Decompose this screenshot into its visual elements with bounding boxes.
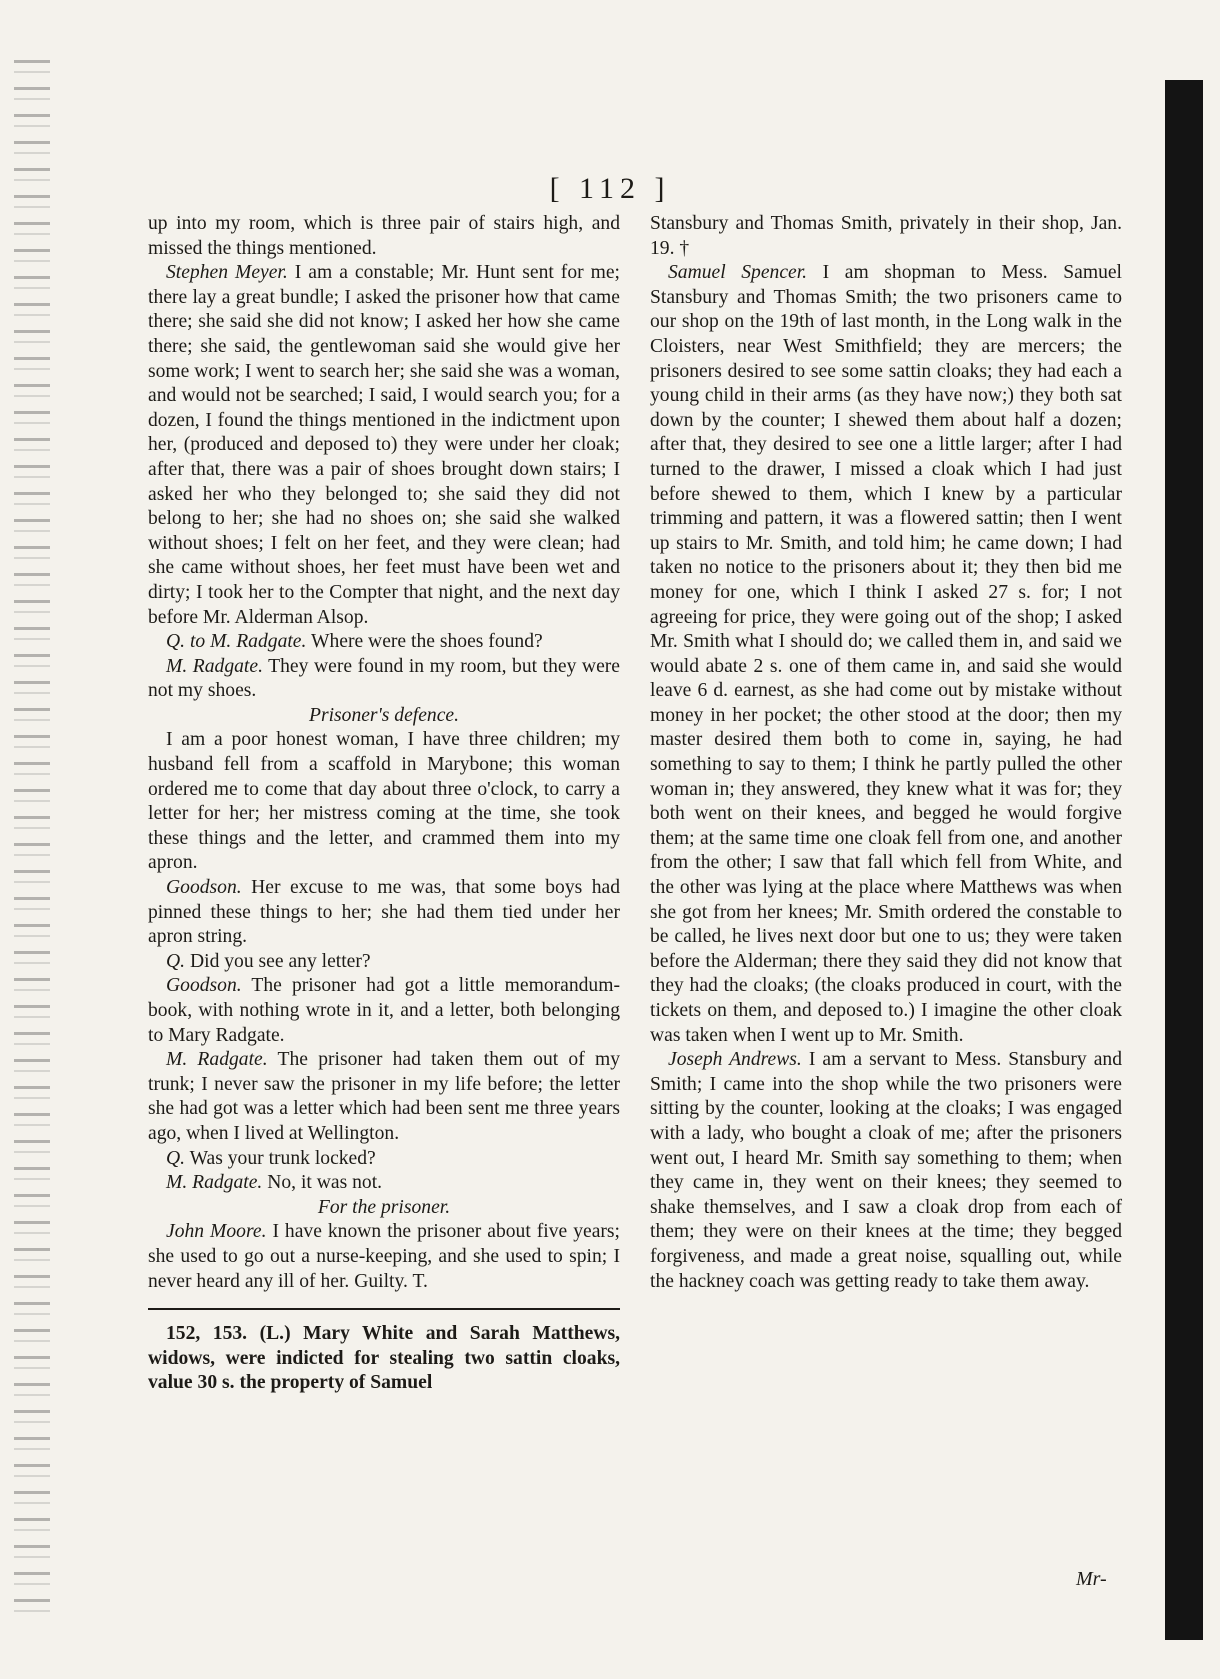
catchword: Mr- <box>1076 1568 1107 1590</box>
speaker-name: M. Radgate. <box>166 1172 263 1194</box>
paragraph-text: I am a poor honest woman, I have three children; my husband fell from a scaffold in Marybone; this woman ordered me to come that day about three o'clock, to carry a letter for her; her mistress coming at the time, she took these things and the letter, and crammed them into my apron. <box>148 729 620 874</box>
section-heading: For the prisoner. <box>317 1196 451 1218</box>
testimony-paragraph <box>148 1171 620 1196</box>
testimony-paragraph <box>148 974 620 1048</box>
testimony-paragraph <box>148 1048 620 1146</box>
binding-margin-noise <box>14 60 50 1620</box>
paragraph-text: Did you see any letter? <box>189 950 371 972</box>
right-column <box>650 212 1122 1294</box>
testimony-paragraph <box>148 261 620 630</box>
paragraph-text: Was your trunk locked? <box>189 1147 376 1169</box>
paragraph-text: I am a constable; Mr. Hunt sent for me; there lay a great bundle; I asked the prisoner how that came there; she said she did not know; I asked her how she came there; she said, the gentlewoman said she would give her some work; I went to search her; she said she was a woman, and would not be searched; I said, I would search you; for a dozen, I found the things mentioned in the indictment upon her, (produced and deposed to) they were under her cloak; after that, there was a pair of shoes brought down stairs; I asked her who they belonged to; she said they did not belong to her; she had no shoes on; she said she walked without shoes; I felt on her feet, and they were clean; had she came without shoes, her feet must have been wet and dirty; I took her to the Compter that night, and the next day before Mr. Alderman Alsop. <box>148 262 621 628</box>
paragraph-text: Her excuse to me was, that some boys had pinned these things to her; she had them tied under her apron string. <box>148 877 620 948</box>
left-column <box>148 212 620 1396</box>
paragraph-text: Where were the shoes found? <box>310 631 543 653</box>
testimony-paragraph <box>650 261 1122 1048</box>
paragraph-text: They were found in my room, but they were not my shoes. <box>148 655 620 702</box>
testimony-paragraph <box>148 212 620 261</box>
paragraph-text: No, it was not. <box>267 1172 383 1194</box>
testimony-paragraph <box>148 1147 620 1172</box>
paragraph-text: I am a servant to Mess. Stansbury and Smith; I came into the shop while the two prisoners were sitting by the counter, looking at the cloaks; I was engaged with a lady, who bought a cloak of me; after the prisoners went out, I heard Mr. Smith say something to them; when they came in, they went on their knees; they seemed to shake themselves, and I saw a cloak drop from each of them; they were on their knees at the time; they begged forgiveness, and made a great noise, squalling out, while the hackney coach was getting ready to take them away. <box>650 1049 1123 1292</box>
speaker-name: Q. to M. Radgate. <box>166 631 307 653</box>
speaker-name: Samuel Spencer. <box>668 262 808 284</box>
speaker-name: Goodson. <box>166 975 242 997</box>
paragraph-text: I have known the prisoner about five years; she used to go out a nurse-keeping, and she used to spin; I never heard any ill of her. Guilty. T. <box>148 1221 620 1292</box>
testimony-paragraph <box>148 950 620 975</box>
paragraph-text: I am shopman to Mess. Samuel Stansbury and Thomas Smith; the two prisoners came to our shop on the 19th of last month, in the Long walk in the Cloisters, near West Smithfield; they are mercers; the prisoners desired to see some sattin cloaks; they had each a young child in their arms (as they have now;) they both sat down by the counter; I shewed them about half a dozen; after that, they desired to see one a little larger; after I had turned to the drawer, I missed a cloak which I had just before shewed to them, which I knew by a particular trimming and pattern, it was a flowered sattin; then I went up stairs to Mr. Smith, and told him; he came down; I had taken no notice to the prisoners about it; they then bid me money for one, which I think I asked 27 s. for; I not agreeing for price, they were going out of the shop; I asked Mr. Smith what I should do; we called them in, and said we would abate 2 s. one of them came in, and said she would leave 6 d. earnest, as she had come out by mistake without money in her pocket; the other stood at the door; then my master desired them both to come in, saying, he had something to say to them; I think he partly pulled the other woman in; they answered, they knew what it was for; they both went on their knees, and begged he would forgive them; at the same time one cloak fell from one, and another from the other; I saw that fall which fell from White, and the other was lying at the place where Matthews was when she got from her knees; Mr. Smith ordered the constable to be called, he lives next door but one to us; they were taken before the Alderman; there they said they did not know that they had the cloaks; (the cloaks produced in court, with the tickets on them, and deposed to.) I imagine the other cloak was taken when I went up to Mr. Smith. <box>650 262 1123 1046</box>
testimony-paragraph <box>148 655 620 704</box>
paragraph-text: The prisoner had got a little memorandum-book, with nothing wrote in it, and a letter, both belonging to Mary Radgate. <box>148 975 620 1046</box>
speaker-name: M. Radgate. <box>166 655 263 677</box>
speaker-name: Q. <box>166 1147 186 1169</box>
case-divider-rule <box>148 1308 620 1310</box>
testimony-paragraph <box>650 212 1122 261</box>
speaker-name: Q. <box>166 950 186 972</box>
paragraph-text: Stansbury and Thomas Smith, privately in their shop, Jan. 19. † <box>650 213 1122 259</box>
speaker-name: M. Radgate. <box>166 1049 268 1071</box>
speaker-name: Goodson. <box>166 877 242 899</box>
page-edge-shadow <box>1165 80 1203 1640</box>
page-number: [ 112 ] <box>549 172 671 205</box>
testimony-paragraph <box>148 728 620 876</box>
paragraph-text: The prisoner had taken them out of my trunk; I never saw the prisoner in my life before; the letter she had got was a letter which had been sent me three years ago, when I lived at Wellington. <box>148 1049 620 1144</box>
paragraph-text: up into my room, which is three pair of stairs high, and missed the things mentioned. <box>148 213 620 259</box>
indictment-paragraph: 152, 153. (L.) Mary White and Sarah Matthews, widows, were indicted for stealing two sattin cloaks, value 30 s. the property of Samuel <box>148 1323 620 1394</box>
speaker-name: Stephen Meyer. <box>166 262 288 284</box>
speaker-name: Joseph Andrews. <box>668 1049 802 1071</box>
testimony-paragraph <box>148 876 620 950</box>
testimony-paragraph <box>148 630 620 655</box>
testimony-paragraph <box>148 1220 620 1294</box>
section-heading: Prisoner's defence. <box>308 704 459 726</box>
testimony-paragraph <box>650 1048 1122 1294</box>
speaker-name: John Moore. <box>166 1221 267 1243</box>
